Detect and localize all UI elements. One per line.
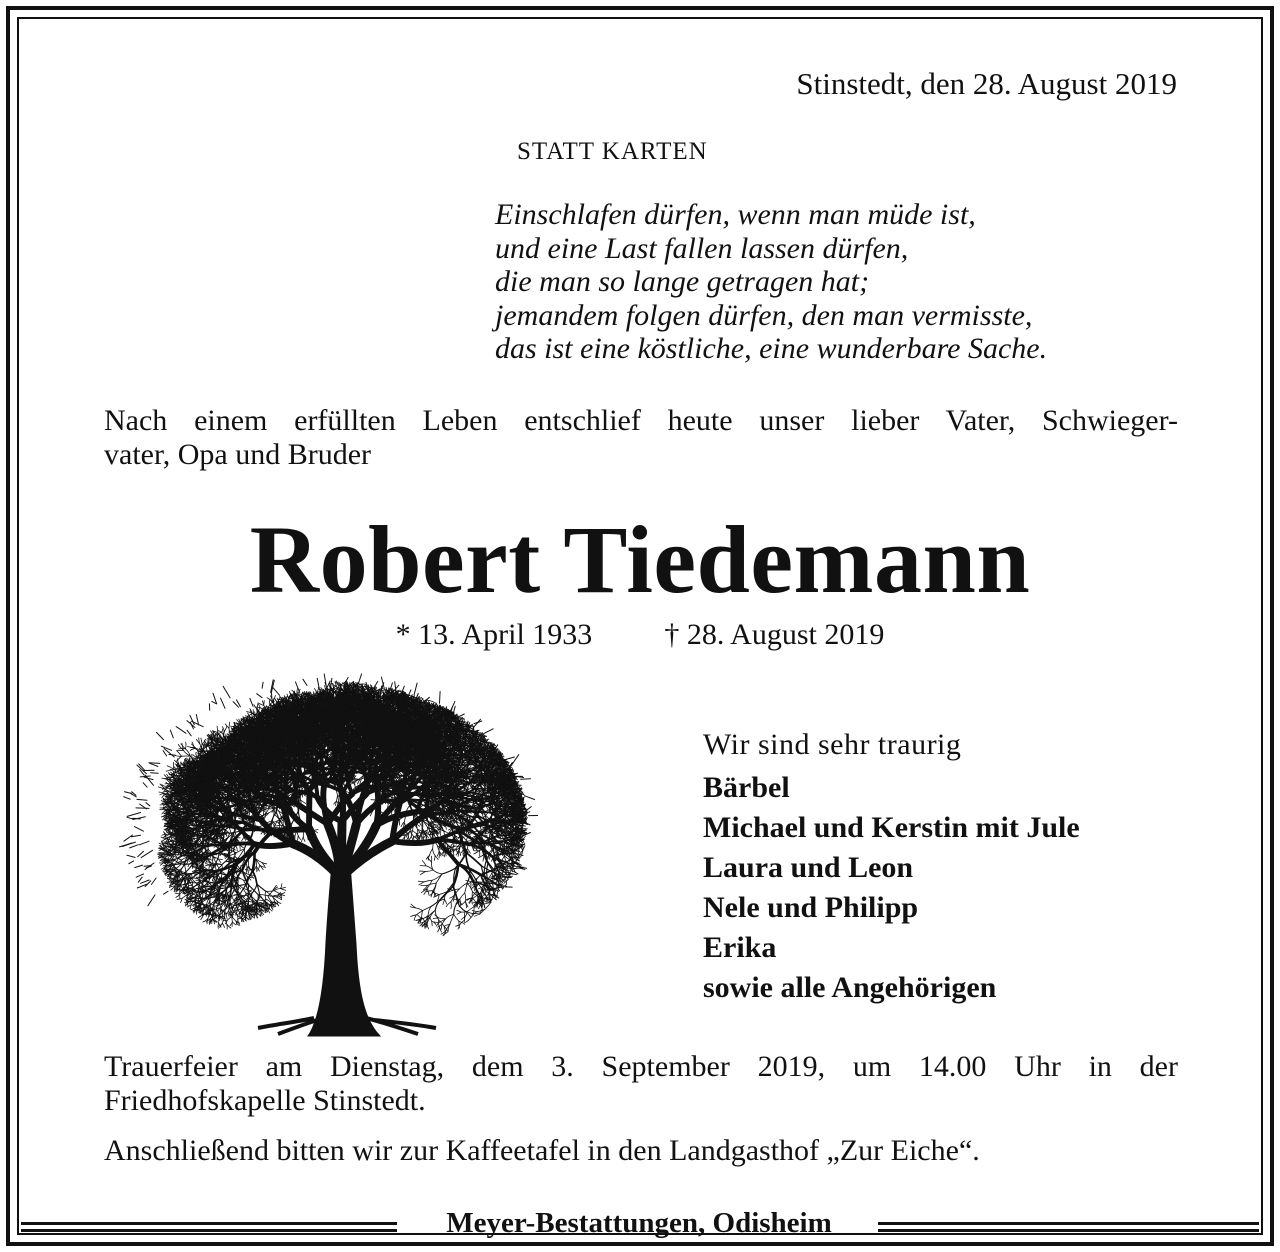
mourner-name: Laura und Leon [703, 848, 1080, 888]
mourners-intro: Wir sind sehr traurig [703, 728, 1080, 762]
poem-line: Einschlafen dürfen, wenn man müde ist, [495, 198, 1047, 232]
statt-karten-label: STATT KARTEN [517, 138, 708, 166]
mourner-name: Michael und Kerstin mit Jule [703, 808, 1080, 848]
footer-rule-left [21, 1222, 397, 1232]
undertaker-name: Meyer-Bestattungen, Odisheim [405, 1207, 873, 1240]
mourners-block [703, 728, 1080, 1008]
reception-info: Anschließend bitten wir zur Kaffeetafel in den Landgasthof „Zur Eiche“. [104, 1134, 1178, 1168]
place-date: Stinstedt, den 28. August 2019 [700, 66, 1177, 102]
birth-date: * 13. April 1933 [396, 618, 593, 651]
poem [495, 198, 1047, 366]
mourner-name: Nele und Philipp [703, 888, 1080, 928]
tree-icon [118, 672, 538, 1042]
funeral-info [104, 1050, 1178, 1118]
intro-text: Nach einem erfüllten Leben entschlief heute unser lieber Vater, Schwieger- vater, Opa und Bruder [104, 404, 1178, 472]
poem-line: die man so lange getragen hat; [495, 265, 1047, 299]
footer-rule-right [878, 1222, 1259, 1232]
poem-line: das ist eine köstliche, eine wunderbare Sache. [495, 332, 1047, 366]
poem-line: jemandem folgen dürfen, den man vermisste, [495, 299, 1047, 333]
death-date: † 28. August 2019 [664, 618, 884, 651]
funeral-line: Friedhofskapelle Stinstedt. [104, 1084, 1178, 1118]
funeral-line: Trauerfeier am Dienstag, dem 3. September 2019, um 14.00 Uhr in der [104, 1050, 1178, 1084]
deceased-name: Robert Tiedemann [0, 504, 1280, 615]
mourner-name: Bärbel [703, 768, 1080, 808]
mourner-name: Erika [703, 928, 1080, 968]
poem-line: und eine Last fallen lassen dürfen, [495, 232, 1047, 266]
mourner-name: sowie alle Angehörigen [703, 968, 1080, 1008]
life-dates [0, 618, 1280, 652]
